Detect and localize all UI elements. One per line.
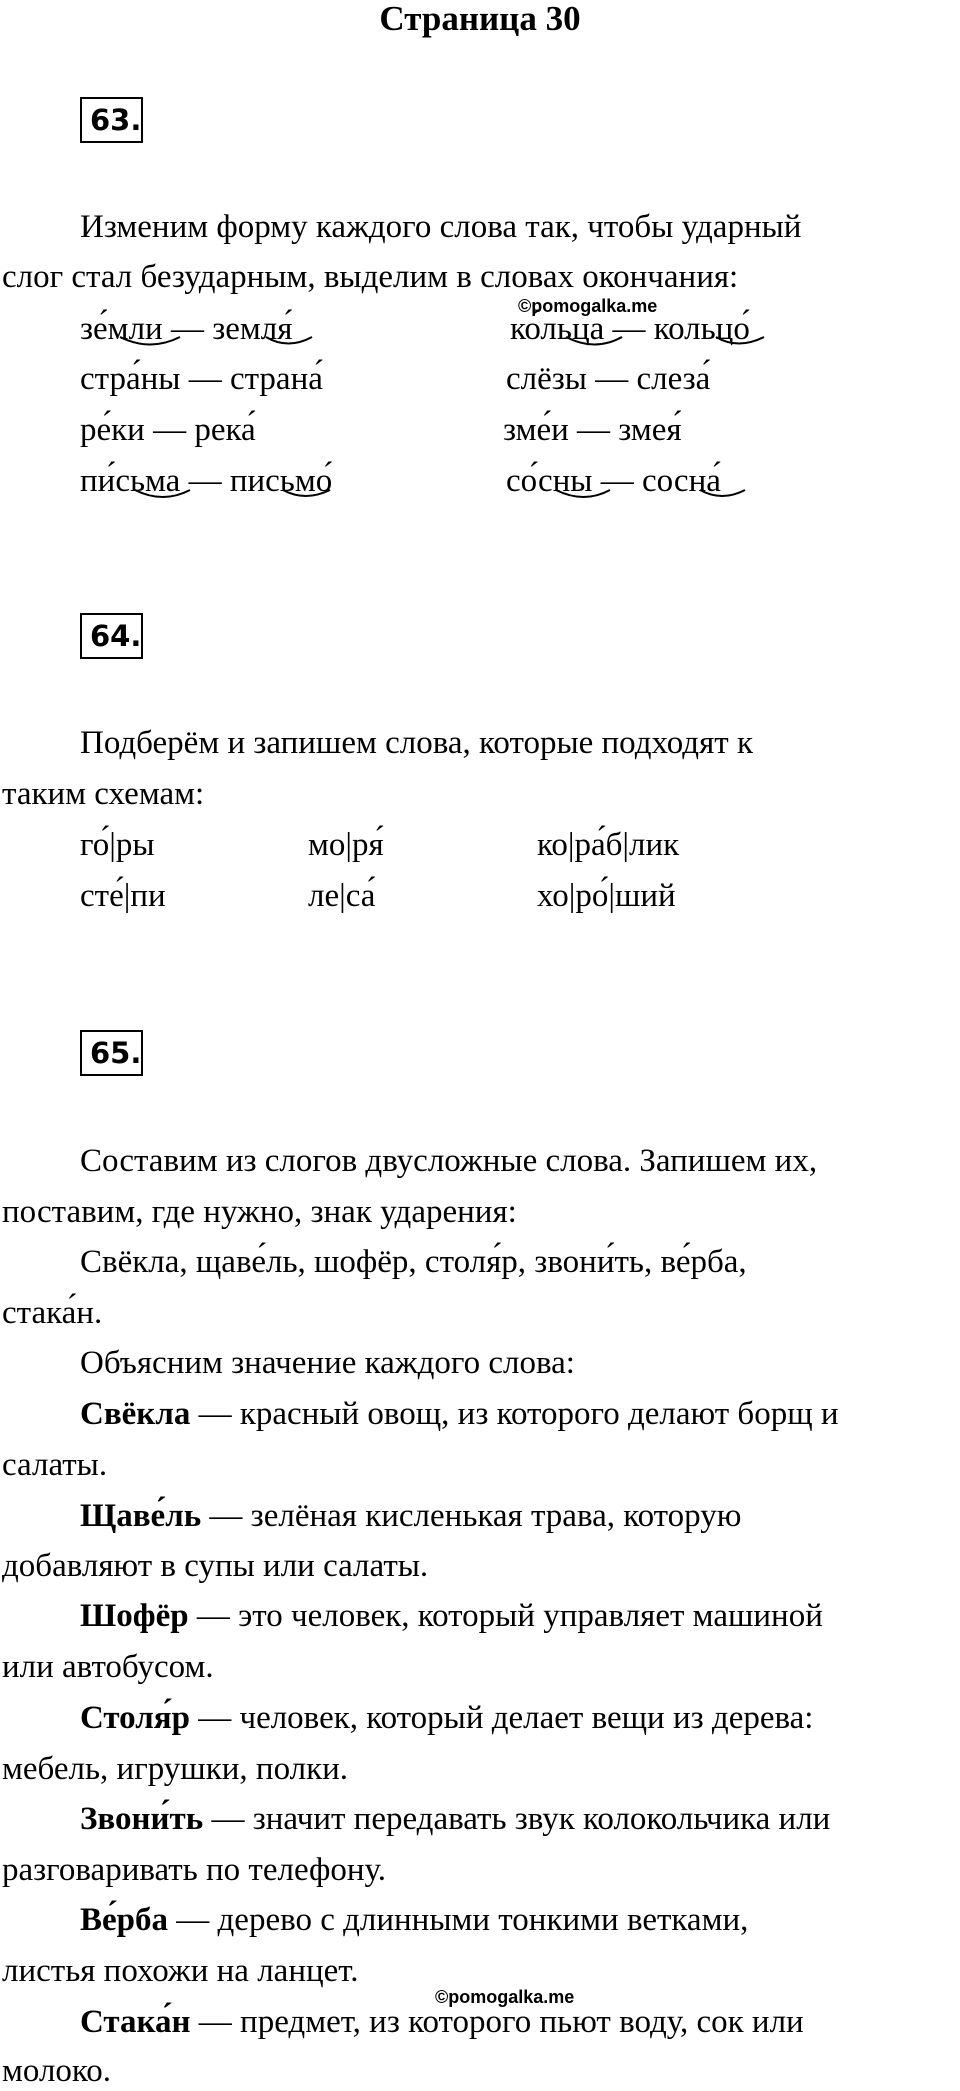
definition-line bbox=[80, 1699, 813, 1737]
watermark: ©pomogalka.me bbox=[435, 1987, 575, 2007]
definition-term: Свёкла bbox=[80, 1396, 191, 1432]
exercise-number-64: 64. bbox=[80, 613, 143, 659]
definition-text: — это человек, который управляет машиной bbox=[188, 1598, 823, 1634]
ex63-intro-line-2: слог стал безударным, выделим в словах окончания: bbox=[2, 259, 739, 295]
definition-line bbox=[80, 1497, 741, 1535]
definition-continuation: или автобусом. bbox=[2, 1649, 214, 1685]
ending-arc bbox=[120, 337, 180, 345]
ending-arc bbox=[716, 337, 764, 344]
ending-arc bbox=[135, 490, 190, 497]
page-title: Страница 30 bbox=[379, 0, 581, 38]
definition-term: Столя́р bbox=[80, 1700, 190, 1736]
ex63-pair: пи́сьма — письмо́ bbox=[80, 463, 333, 499]
ex65-word-list-line-1: Свёкла, щаве́ль, шофёр, столя́р, звони́ть, ве́рба, bbox=[80, 1244, 747, 1280]
ending-arcs bbox=[0, 0, 960, 560]
ex65-word-list-line-2: стака́н. bbox=[2, 1295, 103, 1331]
ex63-pair: слёзы — слеза́ bbox=[506, 361, 711, 397]
definition-term: Стака́н bbox=[80, 2004, 191, 2040]
definition-term: Щаве́ль bbox=[80, 1498, 202, 1534]
definition-text: — значит передавать звук колокольчика или bbox=[203, 1801, 831, 1837]
ex63-pair: зе́мли — земля́ bbox=[80, 311, 293, 347]
syllable-scheme-word: сте́|пи bbox=[80, 878, 166, 914]
ex63-pair: ко́льца — кольцо́ bbox=[510, 311, 750, 347]
ending-arc bbox=[700, 490, 745, 496]
definition-term: Ве́рба bbox=[80, 1902, 169, 1938]
definition-text: — дерево с длинными тонкими ветками, bbox=[168, 1902, 749, 1938]
ending-arc bbox=[283, 490, 330, 496]
watermark: ©pomogalka.me bbox=[518, 296, 658, 316]
definition-continuation: разговаривать по телефону. bbox=[2, 1852, 386, 1888]
definition-text: — красный овощ, из которого делают борщ и bbox=[190, 1396, 839, 1432]
ending-arc bbox=[266, 337, 312, 344]
definition-continuation: мебель, игрушки, полки. bbox=[2, 1751, 349, 1787]
definition-continuation: добавляют в супы или салаты. bbox=[2, 1548, 429, 1584]
ex65-intro-line-1: Составим из слогов двусложные слова. Запишем их, bbox=[80, 1143, 818, 1179]
definition-line bbox=[80, 1800, 830, 1838]
definition-text: — человек, который делает вещи из дерева: bbox=[189, 1700, 814, 1736]
ex63-pair: зме́и — змея́ bbox=[503, 412, 682, 448]
exercise-number-65: 65. bbox=[80, 1030, 143, 1076]
ex64-intro-line-1: Подберём и запишем слова, которые подходят к bbox=[80, 725, 753, 761]
ex63-pair: ре́ки — река́ bbox=[80, 412, 256, 448]
definition-term: Звони́ть bbox=[80, 1801, 204, 1837]
ex65-explain-line: Объясним значение каждого слова: bbox=[80, 1345, 575, 1381]
ex64-intro-line-2: таким схемам: bbox=[2, 776, 205, 812]
definition-text: — зелёная кисленькая трава, которую bbox=[201, 1498, 742, 1534]
definition-line bbox=[80, 1597, 823, 1635]
ex63-intro-line-1: Изменим форму каждого слова так, чтобы ударный bbox=[80, 209, 802, 245]
definition-line bbox=[80, 1901, 748, 1939]
ending-arc bbox=[566, 337, 622, 345]
ex63-pair: стра́ны — страна́ bbox=[80, 361, 323, 397]
syllable-scheme-word: ко|ра́б|лик bbox=[537, 827, 680, 863]
ex63-pair: со́сны — сосна́ bbox=[506, 463, 721, 499]
syllable-scheme-word: го́|ры bbox=[80, 827, 155, 863]
exercise-number-63: 63. bbox=[80, 97, 143, 143]
definition-continuation: салаты. bbox=[2, 1447, 108, 1483]
definition-continuation: молоко. bbox=[2, 2053, 112, 2089]
ex65-intro-line-2: поставим, где нужно, знак ударения: bbox=[2, 1194, 517, 1230]
definition-line bbox=[80, 2003, 804, 2041]
definition-line bbox=[80, 1395, 839, 1433]
syllable-scheme-word: ле|са́ bbox=[308, 878, 376, 914]
ending-arc bbox=[556, 490, 610, 497]
definition-text: — предмет, из которого пьют воду, сок или bbox=[190, 2004, 804, 2040]
syllable-scheme-word: мо|ря́ bbox=[308, 827, 384, 863]
syllable-scheme-word: хо|ро́|ший bbox=[537, 878, 676, 914]
definition-continuation: листья похожи на ланцет. bbox=[2, 1953, 359, 1989]
definition-term: Шофёр bbox=[80, 1598, 189, 1634]
